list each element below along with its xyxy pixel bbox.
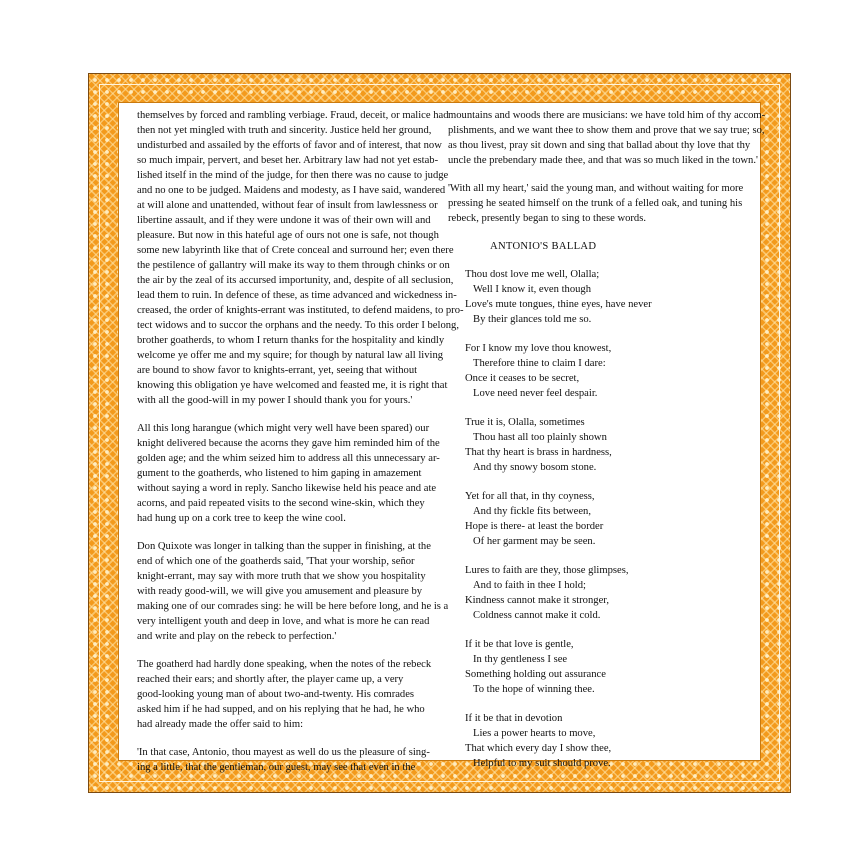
text-line: uncle the prebendary made thee, and that was so much liked in the town.' <box>448 155 758 166</box>
paragraph <box>448 108 766 168</box>
verse-line: And thy fickle fits between, <box>473 506 591 517</box>
verse-line: Coldness cannot make it cold. <box>473 610 601 621</box>
verse-line: If it be that in devotion <box>465 713 563 724</box>
paragraph <box>448 181 748 226</box>
paragraph <box>137 539 449 644</box>
text-line: very intelligent youth and deep in love, and what is more he can read <box>137 616 430 627</box>
paragraph <box>137 657 431 732</box>
text-line: had already made the offer said to him: <box>137 719 304 730</box>
verse-line: Lies a power hearts to move, <box>473 728 596 739</box>
text-line: reached their ears; and shortly after, the player came up, a very <box>137 674 404 685</box>
text-line: knight-errant, may say with more truth that we show you hospitality <box>137 571 426 582</box>
text-line: without saying a word in reply. Sancho likewise held his peace and ate <box>137 483 437 494</box>
text-line: good-looking young man of about two-and-twenty. His comrades <box>137 689 415 700</box>
ballad-stanza <box>448 415 748 475</box>
text-line: ing a little, that the gentleman, our guest, may see that even in the <box>137 762 416 773</box>
left-text-column <box>137 108 464 788</box>
verse-line: Well I know it, even though <box>473 284 592 295</box>
text-line: brother goatherds, to whom I return thanks for the hospitality and kindly <box>137 335 445 346</box>
text-line: knight delivered because the acorns they gave him reminded him of the <box>137 438 440 449</box>
text-line: All this long harangue (which might very well have been spared) our <box>137 423 430 434</box>
text-line: with all the good-will in my power I should thank you for yours.' <box>137 395 413 406</box>
text-line: pressing he seated himself on the trunk of a felled oak, and tuning his <box>448 198 743 209</box>
verse-line: Yet for all that, in thy coyness, <box>465 491 595 502</box>
verse-line: Therefore thine to claim I dare: <box>473 358 606 369</box>
ballad-stanza <box>448 341 748 401</box>
verse-line: That which every day I show thee, <box>465 743 612 754</box>
text-line: making one of our comrades sing: he will be here before long, and he is a <box>137 601 449 612</box>
text-line: with ready good-will, we will give you amusement and pleasure by <box>137 586 423 597</box>
paragraph <box>137 108 464 408</box>
ballad-stanza <box>448 489 748 549</box>
text-line: lished itself in the mind of the judge, for then there was no cause to judge <box>137 170 449 181</box>
right-text-column <box>448 108 766 785</box>
text-line: tect widows and to succor the orphans and the needy. To this order I belong, <box>137 320 459 331</box>
text-line: 'With all my heart,' said the young man, and without waiting for more <box>448 183 744 194</box>
verse-line: That thy heart is brass in hardness, <box>465 447 612 458</box>
text-line: as thou livest, pray sit down and sing that ballad about thy love that thy <box>448 140 751 151</box>
ballad-stanza <box>448 267 748 327</box>
verse-line: In thy gentleness I see <box>473 654 568 665</box>
paragraph <box>137 421 440 526</box>
text-line: end of which one of the goatherds said, 'That your worship, señor <box>137 556 415 567</box>
verse-line: True it is, Olalla, sometimes <box>465 417 585 428</box>
text-line: are bound to show favor to knights-errant, yet, seeing that without <box>137 365 418 376</box>
text-line: lead them to ruin. In defence of these, as time advanced and wickedness in- <box>137 290 457 301</box>
verse-line: Thou dost love me well, Olalla; <box>465 269 600 280</box>
verse-line: And thy snowy bosom stone. <box>473 462 597 473</box>
text-line: plishments, and we want thee to show them and prove that we say true; so, <box>448 125 765 136</box>
text-line: the pestilence of gallantry will make its way to them through chinks or on <box>137 260 450 271</box>
text-line: creased, the order of knights-errant was instituted, to defend maidens, to pro- <box>137 305 464 316</box>
right-prose-block <box>448 108 766 226</box>
verse-line: Of her garment may be seen. <box>473 536 596 547</box>
text-line: 'In that case, Antonio, thou mayest as well do us the pleasure of sing- <box>137 747 430 758</box>
text-line: The goatherd had hardly done speaking, when the notes of the rebeck <box>137 659 432 670</box>
text-line: and no one to be judged. Maidens and modesty, as I have said, wandered <box>137 185 446 196</box>
verse-line: Once it ceases to be secret, <box>465 373 580 384</box>
ballad-stanza <box>448 711 748 771</box>
verse-line: For I know my love thou knowest, <box>465 343 612 354</box>
text-line: some new labyrinth like that of Crete conceal and surround her; even there <box>137 245 454 256</box>
verse-line: If it be that love is gentle, <box>465 639 574 650</box>
text-line: welcome ye offer me and my squire; for though by natural law all living <box>137 350 444 361</box>
text-line: had hung up on a cork tree to keep the wine cool. <box>137 513 346 524</box>
text-line: then not yet mingled with truth and sincerity. Justice held her ground, <box>137 125 432 136</box>
text-line: golden age; and the whim seized him to address all this unnecessary ar- <box>137 453 440 464</box>
ballad-title: ANTONIO'S BALLAD <box>490 241 597 252</box>
ballad-verses <box>448 267 748 771</box>
verse-line: By their glances told me so. <box>473 314 592 325</box>
verse-line: Lures to faith are they, those glimpses, <box>465 565 629 576</box>
text-line: pleasure. But now in this hateful age of ours not one is safe, not though <box>137 230 439 241</box>
verse-line: Love's mute tongues, thine eyes, have never <box>465 299 652 310</box>
verse-line: And to faith in thee I hold; <box>473 580 586 591</box>
verse-line: Kindness cannot make it stronger, <box>465 595 610 606</box>
verse-line: To the hope of winning thee. <box>473 684 595 695</box>
paragraph <box>137 745 431 775</box>
text-line: themselves by forced and rambling verbiage. Fraud, deceit, or malice had <box>137 110 449 121</box>
text-line: acorns, and paid repeated visits to the second wine-skin, which they <box>137 498 425 509</box>
text-line: libertine assault, and if they were undone it was of their own will and <box>137 215 431 226</box>
text-line: the air by the zeal of its accursed importunity, and, despite of all seclusion, <box>137 275 454 286</box>
text-line: Don Quixote was longer in talking than the supper in finishing, at the <box>137 541 431 552</box>
text-line: and write and play on the rebeck to perfection.' <box>137 631 337 642</box>
text-line: rebeck, presently began to sing to these words. <box>448 213 646 224</box>
text-line: gument to the goatherds, who listened to him gaping in amazement <box>137 468 422 479</box>
verse-line: Hope is there- at least the border <box>465 521 604 532</box>
text-line: mountains and woods there are musicians: we have told him of thy accom- <box>448 110 766 121</box>
text-line: at will alone and unattended, without fear of insult from lawlessness or <box>137 200 438 211</box>
ballad-stanza <box>448 637 748 697</box>
text-line: knowing this obligation ye have welcomed and feasted me, it is right that <box>137 380 448 391</box>
text-line: asked him if he had supped, and on his replying that he had, he who <box>137 704 425 715</box>
verse-line: Helpful to my suit should prove. <box>473 758 611 769</box>
verse-line: Thou hast all too plainly shown <box>473 432 607 443</box>
text-line: so much impair, pervert, and beset her. Arbitrary law had not yet estab- <box>137 155 439 166</box>
book-page <box>118 102 766 773</box>
text-line: undisturbed and assailed by the efforts of favor and of interest, that now <box>137 140 442 151</box>
ballad-stanza <box>448 563 748 623</box>
verse-line: Love need never feel despair. <box>473 388 598 399</box>
verse-line: Something holding out assurance <box>465 669 606 680</box>
